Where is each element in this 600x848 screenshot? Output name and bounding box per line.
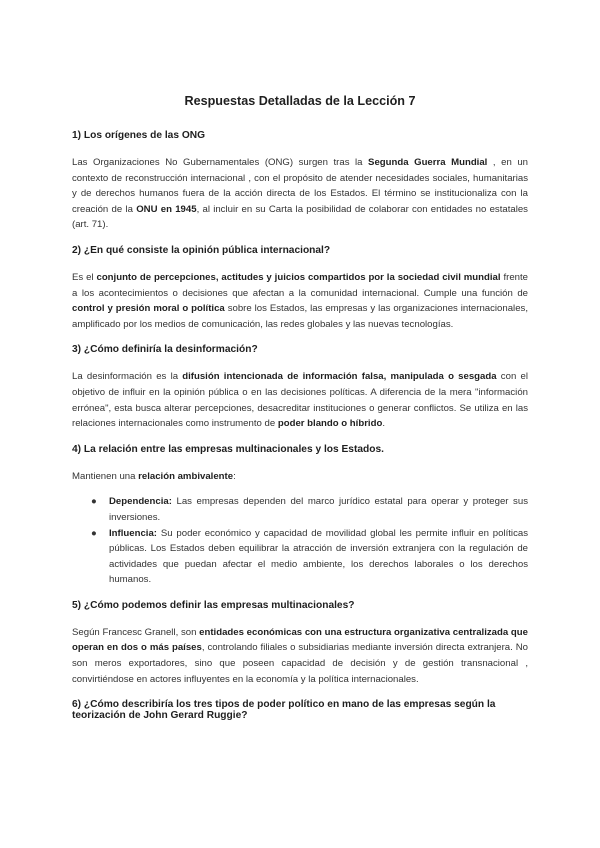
bullet-icon: ● — [91, 496, 97, 508]
answer-paragraph-5 — [72, 625, 528, 687]
bold-text: conjunto de percepciones, actitudes y juicios compartidos por la sociedad civil mundial — [96, 271, 501, 283]
question-heading-4: 4) La relación entre las empresas multinacionales y los Estados. — [72, 443, 384, 455]
text-run: La desinformación es la — [72, 371, 183, 383]
bold-text: control y presión moral o política — [72, 303, 225, 315]
bold-text: Segunda Guerra Mundial — [368, 157, 488, 168]
question-heading-6: 6) ¿Cómo describiría los tres tipos de poder político en mano de las empresas según la teorización de John Gerard Ruggie? — [72, 699, 496, 722]
text-run: frente a los acontecimientos o decisiones que afectan a la comunidad internacional. Cumple una función de — [72, 271, 529, 299]
text-run: , en un contexto de reconstrucción internacional , con el propósito de atender necesidades sociales, humanitarias y de derechos humanos fuera de la acción directa de los Estados. El término se institucionaliza con la creación de la — [72, 157, 528, 215]
answer-paragraph-4 — [72, 469, 528, 485]
text-run: Las empresas dependen del marco jurídico estatal para operar y proteger sus inversiones. — [109, 496, 528, 523]
list-item — [91, 494, 528, 525]
question-heading-2: 2) ¿En qué consiste la opinión pública internacional? — [72, 244, 331, 256]
bullet-list — [72, 494, 528, 588]
text-run: Su poder económico y capacidad de movilidad global les permite influir en políticas públicas. Los Estados deben equilibrar la atracción de inversión extranjera con la regulación de actividades que puedan afectar el medio ambiente, los derechos laborales o los derechos humanos. — [109, 527, 528, 586]
text-run: , controlando filiales o subsidiarias mediante inversión directa extranjera. No son meros exportadores, sino que poseen capacidad de decisión y de gestión transnacional , convirtiéndose en actores influyentes en la economía y la política internacionales. — [72, 642, 528, 685]
text-run: . — [382, 418, 385, 430]
bullet-icon: ● — [91, 527, 97, 539]
answer-paragraph-1 — [72, 155, 528, 233]
text-run: sobre los Estados, las empresas y las organizaciones internacionales, amplificado por los medios de comunicación, las redes globales y las nuevas tecnologías. — [72, 303, 528, 330]
text-run: Mantienen una — [72, 470, 139, 482]
question-heading-1: 1) Los orígenes de las ONG — [72, 130, 206, 141]
bold-text: difusión intencionada de información falsa, manipulada o sesgada — [182, 371, 497, 383]
text-run: con el objetivo de influir en la opinión pública o en las decisiones políticas. A diferencia de la mera "información errónea", esta busca alterar percepciones, desacreditar instituciones o generar conflictos. Se utiliza en las relaciones internacionales como instrumento de — [72, 371, 528, 430]
list-item — [91, 526, 528, 588]
text-run: , al incluir en su Carta la posibilidad de colaborar con entidades no estatales (art. 71). — [72, 203, 528, 231]
question-heading-5: 5) ¿Cómo podemos definir las empresas multinacionales? — [72, 599, 355, 611]
text-run: Es el — [72, 271, 97, 283]
text-run: Las Organizaciones No Gubernamentales (ONG) surgen tras la — [72, 157, 369, 168]
question-heading-3: 3) ¿Cómo definiría la desinformación? — [72, 344, 258, 356]
bold-text: ONU en 1945 — [136, 203, 197, 215]
document-title: Respuestas Detalladas de la Lección 7 — [184, 94, 416, 108]
text-run: Según Francesc Granell, son — [72, 626, 200, 638]
bold-text: entidades económicas con una estructura organizativa centralizada que operan en dos o más países — [72, 626, 528, 654]
text-run: : — [233, 470, 236, 482]
document-body — [72, 130, 528, 721]
bold-text: Dependencia: — [109, 496, 172, 508]
bold-text: relación ambivalente — [138, 470, 234, 482]
answer-paragraph-3 — [72, 369, 528, 431]
bold-text: poder blando o híbrido — [277, 418, 383, 430]
bold-text: Influencia: — [109, 527, 157, 539]
answer-paragraph-2 — [72, 270, 528, 332]
